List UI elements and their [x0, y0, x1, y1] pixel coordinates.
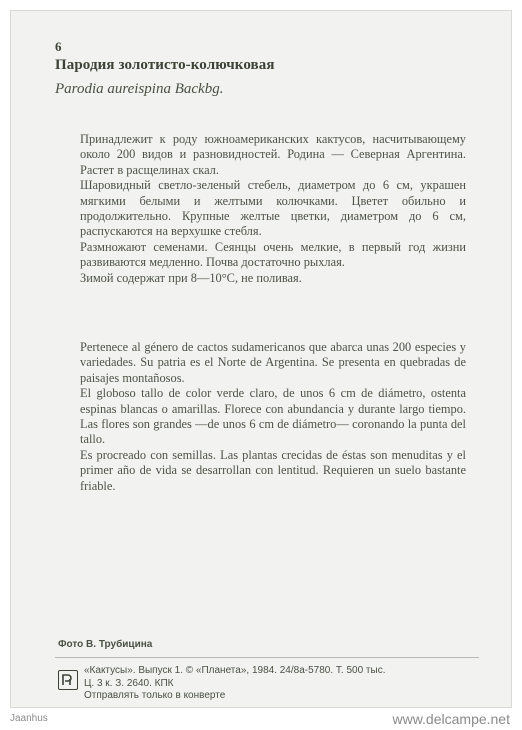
paragraph: El globoso tallo de color verde claro, de unos 6 cm de diámetro, ostenta espinas blancas o amarillas. Florece con abundancia y durante largo tiempo. Las flores son grandes —de unos 6 cm de diámetro— coronando la punta del tallo.	[80, 386, 466, 447]
card-number: 6	[55, 39, 62, 54]
paragraph: Размножают семенами. Сеянцы очень мелкие, в первый год жизни развиваются медленно. Почва достаточно рыхлая.	[80, 239, 466, 270]
divider	[55, 657, 479, 658]
postcard-back	[10, 10, 512, 708]
paragraph: Шаровидный светло-зеленый стебель, диаметром до 6 см, украшен мягкими белыми и желтыми колючками. Цветет обильно и продолжительно. Крупные желтые цветки, диаметром до 6 см, распускаются на верхушке стебля.	[80, 178, 466, 239]
paragraph: Pertenece al género de cactos sudamericanos que abarca unas 200 especies y variedades. Su patria es el Norte de Argentina. Se presenta en quebradas de paisajes montañosos.	[80, 340, 466, 385]
planeta-logo-icon	[58, 670, 78, 690]
title-russian: Пародия золотисто-колючковая	[55, 57, 275, 73]
photo-credit: Фото В. Трубицина	[58, 639, 153, 650]
site-url[interactable]: www.delcampe.net	[392, 711, 510, 727]
description-spanish	[80, 340, 466, 494]
paragraph: Зимой содержат при 8—10°С, не поливая.	[80, 270, 302, 285]
planeta-logo-icon	[59, 671, 76, 688]
paragraph: Es procreado con semillas. Las plantas crecidas de éstas son menuditas y el primer año de vida se desarrollan con lentitud. Requieren un suelo bastante friable.	[80, 447, 466, 493]
imprint-line: «Кактусы». Выпуск 1. © «Планета», 1984. 24/8а-5780. Т. 500 тыс.	[84, 665, 386, 676]
paragraph: Принадлежит к роду южноамериканских кактусов, насчитывающему около 200 видов и разновидностей. Родина — Северная Аргентина. Растет в расщелинах скал.	[80, 132, 466, 177]
imprint-line: Отправлять только в конверте	[84, 690, 226, 701]
imprint	[84, 665, 385, 703]
seller-name: Jaanhus	[10, 713, 48, 724]
description-russian	[80, 132, 466, 286]
title-latin: Parodia aureispina Backbg.	[55, 81, 224, 97]
imprint-line: Ц. 3 к. З. 2640. КПК	[84, 677, 174, 689]
